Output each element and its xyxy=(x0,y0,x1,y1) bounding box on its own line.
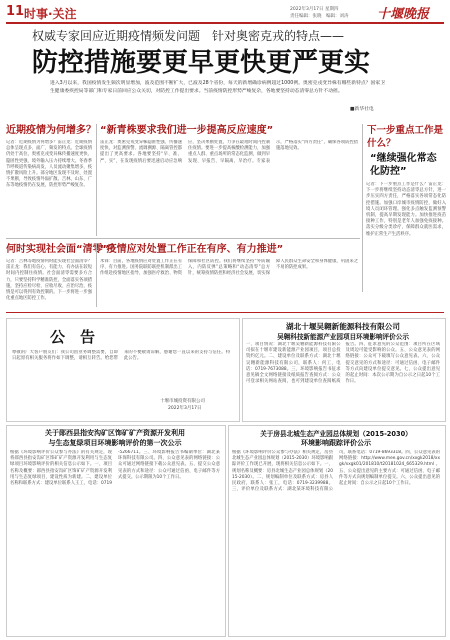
column-divider xyxy=(96,124,97,236)
column-divider xyxy=(362,124,363,292)
issue-editors: 责任编辑：张晓 编辑：刘涛 xyxy=(290,14,349,19)
q2-body: 雷正龙：奥密克戎变异株隐匿性强、传播速度快，对监测预警、流调溯源、隔离管控都提出了更高要求。各地要坚持“早、准、严、实”，在发现疫情后要迅速启动应急响应，坚决果断处置，力争在最短时间内控制住疫情。要进一步提高核酸检测能力，加强重点人群、重点场所的常态化监测，做到早发现、早报告、早隔离、早治疗。专家表示，严格落实“四方责任”，确保各项防控措施落地见效。 xyxy=(100,140,358,164)
masthead-rule xyxy=(6,22,444,24)
lead-summary: 进入3月以来，我国疫情发生频次明显增加，波及范围不断扩大，已波及28个省份，每天的新增确诊病例超过1000例。奥密克戎变异株有哪些新特点？国家卫生健康委疾控局等部门和专家日前回应公众关切，对防控工作提出要求。当前疫情防控形势严峻复杂，各地要坚持动态清零总方针不动摇。 xyxy=(50,81,385,94)
notice-signature: 十堰市城投资有限公司 xyxy=(160,399,205,404)
q1-body: 记者：近期疫情为何增多？雷正龙：近期疫情总体呈现点多、面广、频发的特点。全球疫情仍处于高位，奥密克戎变异株传播速度更快、隐匿性更强，境外输入压力持续增大。冬春季节呼吸道传染病高发，人员流动聚集增多，疫情扩散风险上升。部分地区发现不及时、处置不果断，导致疫情外溢扩散。吉林、山东、广东等地疫情仍在发展，防控形势严峻复杂。 xyxy=(6,140,92,189)
lead-headline: 防控措施要更早更快更严更实 xyxy=(32,48,371,78)
lead-kicker: 权威专家回应近期疫情频发问题 针对奥密克戎的特点—— xyxy=(32,29,345,43)
ad3-title-line2: 环境影响跟踪评价公示 xyxy=(301,439,371,447)
lead-byline: ■新华社电 xyxy=(350,107,374,112)
ads-rule xyxy=(6,312,444,313)
ad2-title-line2: 与生态复绿项目环境影响评价的第一次公示 xyxy=(48,439,182,447)
issue-date: 2022年3月17日 星期四 xyxy=(290,7,339,12)
ad3-body: 根据《环境影响评价公众参与办法》相关规定，房县北城生态产业园总体规划（2015-2030）环境影响跟踪评价工作现已开展，现将相关信息公示如下。一、规划名称及概要：房县北城生态产业园总体规划（2015-2030）。二、规划编制单位及联系方式：房县人民政府，联系人：张工，电话：0719-3239988。三、评价单位及联系方式：湖北某环境科技有限公司，联系电话：0719-8693318。四、公众意见表的网络链接：http://www.mee.gov.cn/xxgk2018/xxgk/xxgk01/201810/t20181024_665329.html。五、公众提出意见的主要方式：可通过信函、电子邮件等方式向规划编制单位提交。六、公众提出意见的起止时间：自公示之日起10个工作日。 xyxy=(232,450,440,493)
section-divider xyxy=(6,238,360,239)
q5-body: 记者：下一步重点工作是什么？雷正龙：下一步将继续坚持动态清零总方针，进一步压实四方责任，严格落实各项常态化防控措施。加强口岸城市疫情防控，做好入境人员闭环管理。强化多点触发监测预警机制，提高早期发现能力。加快推进疫苗接种工作，特别是老年人加强免疫接种。落实分级分类诊疗，保障群众就医需求，维护正常生产生活秩序。 xyxy=(366,182,446,237)
q5-heading: 下一步重点工作是什么？ xyxy=(367,125,444,149)
q2-heading: “新青株要求我们进一步提高反应速度” xyxy=(100,125,274,136)
q4-body: 米锋：目前，各地疫情应对处置工作正在有序、有力推进。国务院联防联控机制派出工作组赴疫情地区指导，加强医疗救治、物资保障和社区防控。我们将继续坚持“外防输入、内防反弹”总策略和“动态清零”总方针，统筹疫情防控和经济社会发展，切实保障人民群众生命安全和身体健康，巩固来之不易的防控成果。 xyxy=(100,259,358,277)
notice-date: 2022年3月17日 xyxy=(168,406,202,411)
ad2-title-line1: 关于郧西县指安沟矿区饰矿矿产资源开发利用 xyxy=(45,429,185,437)
section-title: 时事·关注 xyxy=(24,7,77,21)
ad2-body: 根据《环境影响评价公众参与办法》的有关规定，现将郧西县指安沟矿区饰矿矿产资源开发利用与生态复绿项目环境影响评价的相关信息公示如下。一、项目名称及概要：郧西县指安沟矿区饰矿矿产资源开发利用与生态复绿项目，建设性质为新建。二、建设单位名称和联系方式：建设单位联系人王工，电话：0719-5266711。三、环境影响报告书编制单位：湖北某环保科技有限公司。四、公众意见表的网络链接：公众可通过网络链接下载公众意见表。五、提交公众意见表的方式和途径：公众可通过信函、电子邮件等方式提交。公示期限为10个工作日。 xyxy=(10,450,220,487)
ad3-title-line1: 关于房县北城生态产业园总体规划（2015-2030） xyxy=(260,430,412,438)
page-number: 11 xyxy=(6,4,25,19)
q4-heading: “疫情应对处置工作正在有序、有力推进” xyxy=(100,244,284,255)
ad1-body: 一、项目情况：湖北十堰吴翱新能源科技有限公司拟在十堰市建设新能源产业园项目，项目总投资约亿元。二、建设单位及联系方式：湖北十堰吴翱新能源科技有限公司，联系人：何工，电话：0719-7673088。三、环境影响报告书征求意见稿全文网络链接及纸质报告查阅方式：公众可登录相关网站查阅，也可到建设单位查阅纸质报告。四、征求意见的公众范围：项目所在区域及周边可能受影响的公众。五、公众意见表的网络链接：公众可下载填写公众意见表。六、公众提交意见的方式和途径：可通过信函、电子邮件等方式向建设单位提交意见。七、公众提出意见的起止时间：本次公示期为自公示之日起10个工作日。 xyxy=(246,342,440,385)
paper-logo: 十堰晚报 xyxy=(377,7,430,22)
ad1-title-line1: 湖北十堰吴翱新能源科技有限公司 xyxy=(286,322,400,331)
q3-heading: 何时实现社会面“清零”？ xyxy=(6,244,120,255)
q3-body: 记者：吉林等地疫情何时能实现社会面清零？雷正龙：我们有信心、有能力、有办法在较短时间内控制住疫情。社会面清零需要多方合力，只要坚持科学精准防控，全面落实各项措施，坚持应检尽检、应收尽收、应治尽治，疫情是可以得到有效控制的。下一步将进一步强化重点地区防控工作。 xyxy=(6,259,92,302)
notice-body: 尊敬的广大客户朋友们：我公司因业务调整需要，自即日起原有相关服务将作如下调整，请相互转告。给您带来的不便敬请谅解，感谢您一直以来的支持与信任。特此公告。 xyxy=(12,350,230,362)
notice-title: 公 告 xyxy=(50,328,96,346)
column-divider xyxy=(96,243,97,307)
q5-subheading: “继续强化常态化防控” xyxy=(370,153,437,177)
q1-heading: 近期疫情为何增多？ xyxy=(6,125,96,136)
ad1-title-line2: 吴翱科技新能源产业园项目环境影响评价公示 xyxy=(277,333,409,341)
